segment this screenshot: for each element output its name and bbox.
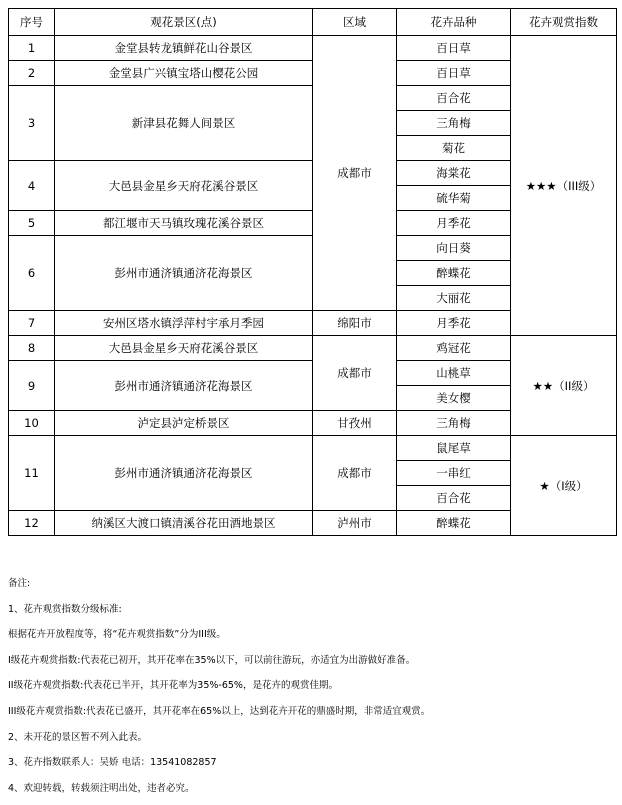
header-flowers: 花卉品种: [397, 9, 511, 36]
header-scenic: 观花景区(点): [55, 9, 313, 36]
cell-index: ★★（II级）: [511, 336, 617, 436]
cell-no: 11: [9, 436, 55, 511]
cell-scenic: 泸定县泸定桥景区: [55, 411, 313, 436]
cell-region: 绵阳市: [313, 311, 397, 336]
cell-no: 10: [9, 411, 55, 436]
cell-flower: 硫华菊: [397, 186, 511, 211]
cell-no: 2: [9, 61, 55, 86]
header-region: 区域: [313, 9, 397, 36]
cell-no: 8: [9, 336, 55, 361]
notes-heading: 备注:: [8, 578, 31, 589]
cell-no: 5: [9, 211, 55, 236]
cell-flower: 百日草: [397, 36, 511, 61]
cell-flower: 月季花: [397, 311, 511, 336]
note-line: I级花卉观赏指数:代表花已初开，其开花率在35%以下，可以前往游玩，亦适宜为出游做好准备。: [8, 654, 416, 666]
note-line: 根据花卉开放程度等，将“花卉观赏指数”分为III级。: [8, 629, 226, 641]
cell-no: 6: [9, 236, 55, 311]
cell-region: 成都市: [313, 336, 397, 411]
cell-flower: 菊花: [397, 136, 511, 161]
cell-no: 12: [9, 511, 55, 536]
cell-no: 1: [9, 36, 55, 61]
contact-line: 3、花卉指数联系人：吴娇 电话：13541082857: [8, 757, 217, 769]
note-line: III级花卉观赏指数:代表花已盛开，其开花率在65%以上，达到花卉开花的鼎盛时期，非常适宜观赏。: [8, 705, 431, 717]
cell-flower: 海棠花: [397, 161, 511, 186]
cell-scenic: 新津县花舞人间景区: [55, 86, 313, 161]
cell-flower: 鸡冠花: [397, 336, 511, 361]
cell-scenic: 金堂县广兴镇宝塔山樱花公园: [55, 61, 313, 86]
cell-scenic: 彭州市通济镇通济花海景区: [55, 436, 313, 511]
cell-scenic: 金堂县转龙镇鲜花山谷景区: [55, 36, 313, 61]
cell-flower: 百日草: [397, 61, 511, 86]
cell-no: 7: [9, 311, 55, 336]
cell-flower: 向日葵: [397, 236, 511, 261]
cell-region: 泸州市: [313, 511, 397, 536]
table-row: [9, 436, 617, 461]
cell-flower: 三角梅: [397, 111, 511, 136]
note-line: 2、未开花的景区暂不列入此表。: [8, 731, 148, 743]
cell-scenic: 纳溪区大渡口镇清溪谷花田酒地景区: [55, 511, 313, 536]
cell-no: 3: [9, 86, 55, 161]
cell-scenic: 彭州市通济镇通济花海景区: [55, 236, 313, 311]
table-row: [9, 336, 617, 361]
cell-scenic: 大邑县金星乡天府花溪谷景区: [55, 336, 313, 361]
cell-no: 9: [9, 361, 55, 411]
cell-scenic: 都江堰市天马镇玫瑰花溪谷景区: [55, 211, 313, 236]
cell-flower: 一串红: [397, 461, 511, 486]
cell-flower: 醉蝶花: [397, 261, 511, 286]
flower-viewing-table: [8, 8, 617, 536]
cell-region: 成都市: [313, 436, 397, 511]
note-line: 4、欢迎转载，转载须注明出处，违者必究。: [8, 782, 195, 794]
cell-region: 成都市: [313, 36, 397, 311]
note-line: 1、花卉观赏指数分级标准:: [8, 603, 122, 615]
cell-flower: 山桃草: [397, 361, 511, 386]
cell-flower: 美女樱: [397, 386, 511, 411]
cell-flower: 百合花: [397, 86, 511, 111]
cell-index: ★★★（III级）: [511, 36, 617, 336]
cell-scenic: 安州区塔水镇浮萍村宇承月季园: [55, 311, 313, 336]
cell-region: 甘孜州: [313, 411, 397, 436]
cell-flower: 月季花: [397, 211, 511, 236]
cell-flower: 大丽花: [397, 286, 511, 311]
cell-no: 4: [9, 161, 55, 211]
header-index: 花卉观赏指数: [511, 9, 617, 36]
cell-flower: 三角梅: [397, 411, 511, 436]
cell-scenic: 彭州市通济镇通济花海景区: [55, 361, 313, 411]
note-line: II级花卉观赏指数:代表花已半开，其开花率为35%-65%，是花卉的观赏佳期。: [8, 680, 338, 692]
cell-index: ★（I级）: [511, 436, 617, 536]
cell-flower: 百合花: [397, 486, 511, 511]
cell-flower: 醉蝶花: [397, 511, 511, 536]
notes-section: [8, 575, 614, 805]
cell-flower: 鼠尾草: [397, 436, 511, 461]
header-no: 序号: [9, 9, 55, 36]
table-header-row: [9, 9, 617, 36]
table-row: [9, 36, 617, 61]
cell-scenic: 大邑县金星乡天府花溪谷景区: [55, 161, 313, 211]
